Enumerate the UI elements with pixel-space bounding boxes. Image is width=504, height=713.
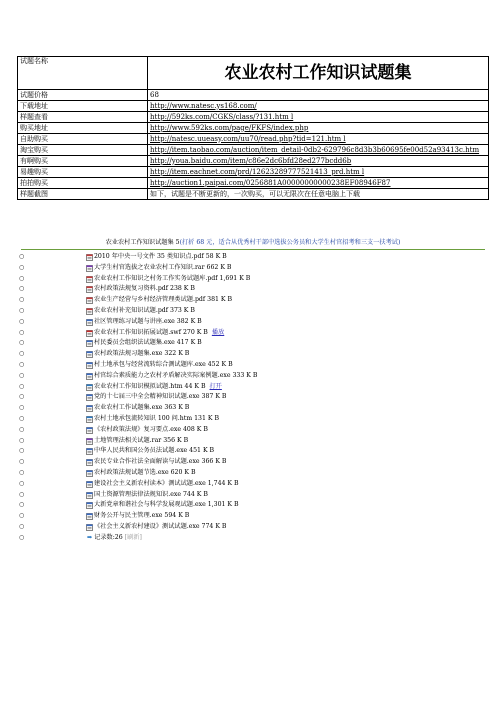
file-name[interactable] (94, 382, 222, 393)
file-item[interactable] (0, 328, 504, 339)
refresh-link[interactable]: [刷新] (122, 533, 142, 541)
file-icon (86, 438, 93, 445)
info-link[interactable]: http://www.natesc.ys168.com/ (150, 101, 257, 110)
info-value (148, 123, 489, 134)
bullet-icon: ○ (19, 339, 25, 347)
file-icon (86, 416, 93, 423)
file-name-text: 农村政策法规试题节选.exe 620 K B (94, 468, 196, 476)
bullet-icon: ○ (19, 350, 25, 358)
bullet-icon: ○ (19, 414, 25, 422)
info-key: 拍拍购买 (18, 178, 148, 189)
separator-line (21, 249, 485, 250)
info-value: 68 (148, 90, 489, 101)
play-link[interactable]: 播放 (211, 328, 225, 336)
info-value (148, 145, 489, 156)
file-name-text: 农业农村工作知识之村务工作实务试题库.pdf 1,691 K B (94, 274, 251, 282)
file-name[interactable] (94, 403, 189, 414)
file-icon (86, 330, 93, 337)
file-item[interactable] (0, 490, 504, 501)
file-name-text: 财务公开与民主管理.exe 594 K B (94, 512, 190, 520)
bullet-icon: ○ (19, 296, 25, 304)
file-name-text: 党的十七届三中全会精神知识试题.exe 387 K B (94, 393, 227, 401)
file-name-text: 2010 年中央一号文件 35 类知识点.pdf 58 K B (94, 253, 227, 260)
info-row (18, 156, 489, 167)
file-name-text: 农业农村工作试题集.exe 363 K B (94, 404, 190, 412)
file-item[interactable] (0, 252, 504, 263)
info-key: 样题截图 (18, 189, 148, 200)
file-item[interactable] (0, 511, 504, 522)
footer-row (0, 533, 504, 544)
file-item[interactable] (0, 371, 504, 382)
info-value: 如下，试题是不断更新的，一次购买，可以无限次在任意电脑上下载 (148, 189, 489, 200)
info-row (18, 57, 489, 90)
bullet-icon: ○ (19, 360, 25, 368)
file-icon (86, 524, 93, 531)
summary-prefix: 农业农村工作知识试题集 5 (105, 239, 180, 246)
file-name-text: 村民委员会组织法试题集.exe 417 K B (94, 339, 202, 347)
bullet-icon: ○ (19, 479, 25, 487)
bullet-icon: ○ (19, 328, 25, 336)
file-name[interactable] (94, 284, 195, 295)
file-item[interactable] (0, 500, 504, 511)
file-name[interactable] (94, 338, 202, 349)
file-item[interactable] (0, 306, 504, 317)
info-link[interactable]: http://youa.baidu.com/item/c86e2dc6bfd28ed277bcdd6b (150, 156, 352, 165)
file-icon (86, 394, 93, 401)
info-key: 有啊购买 (18, 156, 148, 167)
file-icon (86, 308, 93, 315)
bullet-icon: ○ (19, 436, 25, 444)
info-key: 购买地址 (18, 123, 148, 134)
info-key: 试题名称 (18, 57, 148, 90)
info-table-body (18, 57, 489, 200)
file-item[interactable] (0, 274, 504, 285)
info-row (18, 189, 489, 200)
info-row (18, 90, 489, 101)
file-name[interactable] (94, 479, 239, 490)
bullet-icon: ○ (19, 274, 25, 282)
file-item[interactable] (0, 295, 504, 306)
info-link[interactable]: http://592ks.com/CGKS/class/?131.htm l (150, 112, 294, 121)
file-icon (86, 448, 93, 455)
info-key: 易趣购买 (18, 167, 148, 178)
file-item[interactable] (0, 317, 504, 328)
file-icon (86, 276, 93, 283)
file-name[interactable] (94, 500, 239, 511)
file-item[interactable] (0, 425, 504, 436)
file-item[interactable] (0, 403, 504, 414)
summary-highlight: (打折 68 元，适合从优秀村干部中选拔公务员和大学生村官招考和三支一扶考试) (179, 239, 401, 246)
file-item[interactable] (0, 392, 504, 403)
bullet-icon: ○ (19, 447, 25, 455)
file-name-text: 农业农村工作知识模拟试题.htm 44 K B (94, 382, 206, 390)
info-key: 样题查看 (18, 112, 148, 123)
bullet-icon: ○ (19, 501, 25, 509)
info-value (148, 156, 489, 167)
file-icon (86, 351, 93, 358)
file-name-text: 《农村政策法规》复习要点.exe 408 K B (94, 425, 208, 433)
info-link[interactable]: http://item.taobao.com/auction/item_detail-0db2-629796c8d3b3b60695fe00d52a93413c.htm (150, 145, 480, 154)
file-name-text: 农业生产经营与乡村经济管理类试题.pdf 381 K B (94, 296, 233, 304)
info-row (18, 167, 489, 178)
file-icon (86, 405, 93, 412)
info-value (148, 167, 489, 178)
file-icon (86, 319, 93, 326)
file-item[interactable] (0, 360, 504, 371)
info-row (18, 134, 489, 145)
file-name[interactable] (94, 295, 232, 306)
info-row (18, 178, 489, 189)
file-icon (86, 286, 93, 293)
file-icon (86, 459, 93, 466)
file-name-text: 村土地承包与经营流转综合测试题库.exe 452 K B (94, 360, 233, 368)
file-item[interactable] (0, 349, 504, 360)
bullet-icon: ○ (19, 253, 25, 260)
bullet-icon: ○ (19, 512, 25, 520)
bullet-icon: ○ (19, 285, 25, 293)
bullet-icon: ○ (19, 371, 25, 379)
file-name-text: 《社会主义新农村建设》测试试题.exe 774 K B (94, 522, 227, 530)
document-title: 农业农村工作知识试题集 (148, 57, 489, 90)
bullet-icon: ○ (19, 522, 25, 530)
file-name-text: 大新党章和谐社会与科学发展观试题.exe 1,301 K B (94, 501, 239, 509)
file-name-text: 国土资源管理法律法规知识.exe 744 K B (94, 490, 208, 498)
info-link[interactable]: http://natesc.uueasy.com/uu70/read.php?tid=121.htm l (150, 134, 346, 143)
file-icon (86, 265, 93, 272)
file-name[interactable] (94, 457, 226, 468)
info-value (148, 178, 489, 189)
file-item[interactable] (0, 436, 504, 447)
file-name-text: 社区管理练习试题与讲座.exe 382 K B (94, 317, 202, 325)
file-name[interactable] (94, 446, 214, 457)
file-name-text: 农村政策法规复习资料.pdf 238 K B (94, 285, 195, 293)
info-link[interactable]: http://www.592ks.com/page/FKFS/index.php (150, 123, 309, 132)
file-name[interactable] (94, 371, 257, 382)
bullet-icon: ○ (19, 468, 25, 476)
file-name[interactable] (94, 490, 208, 501)
file-name[interactable] (94, 392, 226, 403)
info-value (148, 112, 489, 123)
file-name[interactable] (94, 414, 219, 425)
file-name[interactable] (94, 360, 233, 371)
info-row (18, 145, 489, 156)
file-name[interactable] (94, 511, 189, 522)
summary-line (21, 238, 485, 247)
file-icon (86, 373, 93, 380)
file-name-text: 建设社会主义新农村读本》测试试题.exe 1,744 K B (94, 479, 239, 487)
file-icon (86, 427, 93, 434)
file-item[interactable] (0, 457, 504, 468)
file-item[interactable] (0, 284, 504, 295)
bullet-icon: ○ (19, 404, 25, 412)
file-item[interactable] (0, 479, 504, 490)
file-name[interactable] (94, 274, 250, 285)
file-list (0, 252, 504, 544)
record-count-text: 记录数:26 (94, 533, 123, 541)
open-link[interactable]: 打开 (209, 382, 222, 390)
file-item[interactable] (0, 446, 504, 457)
file-item[interactable] (0, 263, 504, 274)
file-name[interactable] (94, 522, 226, 533)
file-item[interactable] (0, 338, 504, 349)
file-icon (86, 502, 93, 509)
info-table (17, 56, 489, 200)
file-name-text: 农业农村工作知识拓展试题.swf 270 K B (94, 328, 208, 336)
bullet-icon: ○ (19, 425, 25, 433)
file-icon (86, 362, 93, 369)
file-name[interactable] (94, 468, 196, 479)
file-name[interactable] (94, 328, 224, 339)
info-value (148, 101, 489, 112)
file-name[interactable] (94, 349, 189, 360)
bullet-icon: ○ (19, 393, 25, 401)
file-icon (86, 254, 93, 261)
file-icon (86, 492, 93, 499)
bullet-icon: ○ (19, 458, 25, 466)
file-icon (86, 340, 93, 347)
file-icon (86, 513, 93, 520)
info-value (148, 134, 489, 145)
info-row (18, 112, 489, 123)
bullet-icon: ○ (19, 490, 25, 498)
file-item[interactable] (0, 382, 504, 393)
info-key: 自助购买 (18, 134, 148, 145)
file-item[interactable] (0, 522, 504, 533)
record-count (87, 533, 142, 544)
bullet-icon: ○ (19, 533, 25, 541)
file-item[interactable] (0, 468, 504, 479)
info-link[interactable]: http://auction1.paipai.com/0256881A00000000000238EF08946F87 (150, 178, 391, 187)
bullet-icon: ○ (19, 382, 25, 390)
arrow-icon: ➡ (87, 533, 95, 541)
file-icon (86, 470, 93, 477)
file-name[interactable] (94, 263, 231, 274)
file-name-text: 农村土地承包流转知识 100 问.htm 131 K B (94, 414, 219, 422)
file-icon (86, 384, 93, 391)
bullet-icon: ○ (19, 306, 25, 314)
info-key: 下载地址 (18, 101, 148, 112)
file-name[interactable] (94, 425, 208, 436)
file-item[interactable] (0, 414, 504, 425)
bullet-icon: ○ (19, 263, 25, 271)
file-name[interactable] (94, 436, 188, 447)
file-name-text: 农业农村补充知识试题.pdf 373 K B (94, 306, 195, 314)
info-row (18, 101, 489, 112)
info-key: 试题价格 (18, 90, 148, 101)
file-icon (86, 481, 93, 488)
file-name[interactable] (94, 317, 202, 328)
file-name-text: 村官综合素质能力之农村矛盾解决实际案例题.exe 333 K B (94, 371, 258, 379)
file-name[interactable] (94, 252, 227, 263)
file-name-text: 农民专业合作社法全面解读与试题.exe 366 K B (94, 458, 227, 466)
file-name-text: 土地管理法相关试题.rar 356 K B (94, 436, 189, 444)
file-name-text: 中华人民共和国公务员法试题.exe 451 K B (94, 447, 215, 455)
file-name[interactable] (94, 306, 195, 317)
file-name-text: 大学生村官选拔之农业农村工作知识.rar 662 K B (94, 263, 232, 271)
info-link[interactable]: http://item.eachnet.com/prd/12623289777521413_prd.htm l (150, 167, 365, 176)
bullet-icon: ○ (19, 317, 25, 325)
info-key: 淘宝购买 (18, 145, 148, 156)
file-name-text: 农村政策法规习题集.exe 322 K B (94, 350, 190, 358)
file-icon (86, 297, 93, 304)
info-row (18, 123, 489, 134)
